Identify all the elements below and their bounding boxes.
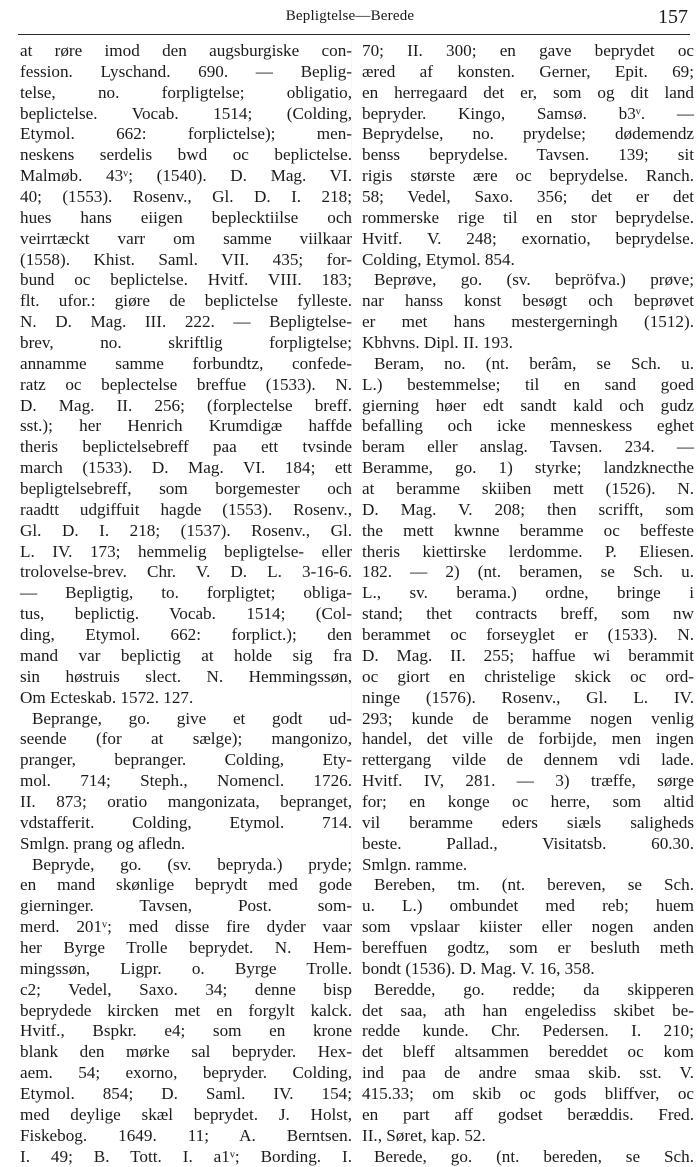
text-line: hues hans eiigen beplecktiilse och <box>20 207 352 227</box>
text-line: N. D. Mag. III. 222. — Bepligtelse- <box>20 312 352 332</box>
text-line: æred af konsten. Gerner, Epit. 69; <box>362 61 694 81</box>
text-line: Colding, Etymol. 854. <box>362 249 515 269</box>
text-line: stand; thet contracts breff, som nw <box>362 604 694 624</box>
text-line: Etymol. 662: forplictelse); men- <box>20 124 352 144</box>
text-line: Beprydelse, no. prydelse; dødemendz <box>362 124 694 144</box>
text-line: her Byrge Trolle beprydet. N. Hem- <box>20 937 352 957</box>
text-line: Beramme, go. 1) styrke; landzknecthe <box>362 458 694 478</box>
text-line: march (1533). D. Mag. VI. 184; ett <box>20 458 352 478</box>
text-line: en herregaard det er, som og dit land <box>362 82 694 102</box>
text-line: en mand skønlige beprydt med gode <box>20 875 352 895</box>
text-line: Fiskebog. 1649. 11; A. Berntsen. <box>20 1125 352 1145</box>
text-line: theris kiettirske lerdomme. P. Eliesen. <box>362 541 694 561</box>
text-line: the mett kwnne beramme oc beffeste <box>362 520 694 540</box>
text-line: det bleff altsammen bereddet oc kom <box>362 1042 694 1062</box>
text-line: u. L.) ombundet med reb; huem <box>362 896 694 916</box>
text-line: raadtt udgiffuit hagde (1553). Rosenv., <box>20 499 352 519</box>
text-line: oc giort en christelige skick oc ord- <box>362 666 694 686</box>
text-line: at røre imod den augsburgiske con- <box>20 41 352 60</box>
text-line: D. Mag. V. 208; then scrifft, som <box>362 499 694 519</box>
text-line: 70; II. 300; en gave beprydet oc <box>362 41 694 60</box>
text-line: berammet oc forseyglet er (1533). N. <box>362 625 694 645</box>
text-line: c2; Vedel, Saxo. 34; denne bisp <box>20 979 352 999</box>
text-line: theris beplictelsebreff paa ett tvsinde <box>20 437 352 457</box>
text-line: bund oc beplictelse. Hvitf. VIII. 183; <box>20 270 352 290</box>
text-line: brev, no. skriftlig forpligtelse; <box>20 333 352 353</box>
running-head: Bepligtelse—Berede <box>285 8 415 24</box>
text-line: Hvitf. IV, 281. — 3) træffe, sørge <box>362 771 694 791</box>
text-line: 58; Vedel, Saxo. 356; det er det <box>362 187 694 207</box>
text-line: befalling och icke menneskess eghet <box>362 416 694 436</box>
entry-head-line: Beprøve, go. (sv. bepröfva.) prøve; <box>374 270 694 290</box>
text-line: II., Søret, kap. 52. <box>362 1125 486 1145</box>
text-line: Om Ecteskab. 1572. 127. <box>20 687 194 707</box>
text-line: det saa, ath han engelediss skibet be- <box>362 1000 694 1020</box>
text-line: neskens serdelis bwd oc beplictelse. <box>20 145 352 165</box>
text-line: rigis største ære oc beprydelse. Ranch. <box>362 166 694 186</box>
text-line: en part aff godset beræddis. Fred. <box>362 1104 694 1124</box>
text-line: sin høstruis slect. N. Hemmingssøn, <box>20 666 352 686</box>
text-line: nar hanss konst besøgt och beprøvet <box>362 291 694 311</box>
text-line: D. Mag. II. 256; (forplectelse breff. <box>20 395 352 415</box>
text-line: pranger, bepranger. Colding, Ety- <box>20 750 352 770</box>
text-line: tus, beplictig. Vocab. 1514; (Col- <box>20 604 352 624</box>
text-line: at beramme skiiben mett (1526). N. <box>362 479 694 499</box>
text-line: seende (for at sælge); mangonizo, <box>20 729 352 749</box>
text-line: — Bepligtig, to. forpligtet; obliga- <box>20 583 352 603</box>
text-line: beprydede kircken met en forgylt kalck. <box>20 1000 352 1020</box>
text-line: telse, no. forpligtelse; obligatio, <box>20 82 352 102</box>
right-column <box>362 41 694 1167</box>
text-line: aem. 54; exorno, bepryder. Colding, <box>20 1063 352 1083</box>
entry-head-line: Beprange, go. give et godt ud- <box>32 708 352 728</box>
text-line: bereffuen godtz, som er besluth meth <box>362 937 694 957</box>
page-number: 157 <box>658 6 688 28</box>
text-line: ding, Etymol. 662: forplict.); den <box>20 625 352 645</box>
text-line: rettergang vilde de dennem vdi lade. <box>362 750 694 770</box>
entry-head-line: Bepryde, go. (sv. bepryda.) pryde; <box>32 854 352 874</box>
text-line: vdstafferit. Colding, Etymol. 714. <box>20 812 352 832</box>
text-line: veirrtæckt varr om samme viilkaar <box>20 228 352 248</box>
text-line: II. 873; oratio mangonizata, bepranget, <box>20 791 352 811</box>
text-line: I. 49; B. Tott. I. a1ᵛ; Bording. I. <box>20 1146 352 1166</box>
text-line: Etymol. 854; D. Saml. IV. 154; <box>20 1083 352 1103</box>
text-line: beste. Pallad., Visitatsb. 60.30. <box>362 833 694 853</box>
text-line: L., sv. berama.) ordne, bringe i <box>362 583 694 603</box>
text-line: Hvitf., Bspkr. e4; som en krone <box>20 1021 352 1041</box>
text-line: D. Mag. II. 255; haffue wi berammit <box>362 645 694 665</box>
text-line: annamme samme forbundtz, confede- <box>20 353 352 373</box>
text-line: Malmøb. 43ᵛ; (1540). D. Mag. VI. <box>20 166 352 186</box>
text-line: L.) bestemmelse; til en sand goed <box>362 374 694 394</box>
text-line: med deylige skæl beprydet. J. Holst, <box>20 1104 352 1124</box>
text-line: ind paa de andre smaa skib. sst. V. <box>362 1063 694 1083</box>
text-line: rommerske rige til en stor beprydelse. <box>362 207 694 227</box>
text-line: ratz oc beplectelse breffue (1533). N. <box>20 374 352 394</box>
text-line: vil beramme eders siæls saligheds <box>362 812 694 832</box>
text-line: beram eller anslag. Tavsen. 234. — <box>362 437 694 457</box>
text-line: benss beprydelse. Tavsen. 139; sit <box>362 145 694 165</box>
text-line: bepligtelsebreff, som borgemester och <box>20 479 352 499</box>
text-line: mand var beplictig at holde sig fra <box>20 645 352 665</box>
text-line: flt. ufor.: giøre de beplictelse fylleste. <box>20 291 352 311</box>
text-line: trolovelse-brev. Chr. V. D. L. 3-16-6. <box>20 562 352 582</box>
text-line: gierninger. Tavsen, Post. som- <box>20 896 352 916</box>
text-line: redde kunde. Chr. Pedersen. I. 210; <box>362 1021 694 1041</box>
text-line: mol. 714; Steph., Nomencl. 1726. <box>20 771 352 791</box>
entry-head-line: Beredde, go. redde; da skipperen <box>374 979 694 999</box>
text-line: L. IV. 173; hemmelig bepligtelse- eller <box>20 541 352 561</box>
text-line: Hvitf. V. 248; exornatio, beprydelse. <box>362 228 694 248</box>
text-line: fession. Lyschand. 690. — Beplig- <box>20 61 352 81</box>
text-line: bepryder. Kingo, Samsø. b3ᵛ. — <box>362 103 694 123</box>
text-line: merd. 201ᵛ; med disse fire dyder vaar <box>20 917 352 937</box>
text-line: gierning høer edt sandt kald och gudz <box>362 395 694 415</box>
text-line: 293; kunde de beramme nogen venlig <box>362 708 694 728</box>
entry-head-line: Beram, no. (nt. berâm, se Sch. u. <box>374 353 694 373</box>
text-line: beplictelse. Vocab. 1514; (Colding, <box>20 103 352 123</box>
text-line: bondt (1536). D. Mag. V. 16, 358. <box>362 958 595 978</box>
text-line: for; en konge oc herre, som altid <box>362 791 694 811</box>
text-line: 415.33; om skib oc gods bliffver, oc <box>362 1083 694 1103</box>
header-rule <box>18 34 690 35</box>
text-line: ninge (1576). Rosenv., Gl. L. IV. <box>362 687 694 707</box>
text-line: 182. — 2) (nt. beramen, se Sch. u. <box>362 562 694 582</box>
text-line: sst.); her Henrich Krumdigæ haffde <box>20 416 352 436</box>
page-header <box>0 6 700 30</box>
text-line: handel, det ville de forbijde, men ingen <box>362 729 694 749</box>
left-column <box>20 41 352 1167</box>
entry-head-line: Berede, go. (nt. bereden, se Sch. <box>374 1146 694 1166</box>
text-line: mingssøn, Ligpr. o. Byrge Trolle. <box>20 958 352 978</box>
entry-head-line: Bereben, tm. (nt. bereven, se Sch. <box>374 875 694 895</box>
text-line: Kbhvns. Dipl. II. 193. <box>362 333 513 353</box>
text-line: (1558). Khist. Saml. VII. 435; for- <box>20 249 352 269</box>
text-line: Smlgn. prang og afledn. <box>20 833 186 853</box>
text-line: 40; (1553). Rosenv., Gl. D. I. 218; <box>20 187 352 207</box>
text-line: blank den mørke sal bepryder. Hex- <box>20 1042 352 1062</box>
text-line: som vpslaar kiister eller nogen anden <box>362 917 694 937</box>
text-line: Gl. D. I. 218; (1537). Rosenv., Gl. <box>20 520 352 540</box>
text-line: Smlgn. ramme. <box>362 854 468 874</box>
text-line: er met hans mestergerningh (1512). <box>362 312 694 332</box>
